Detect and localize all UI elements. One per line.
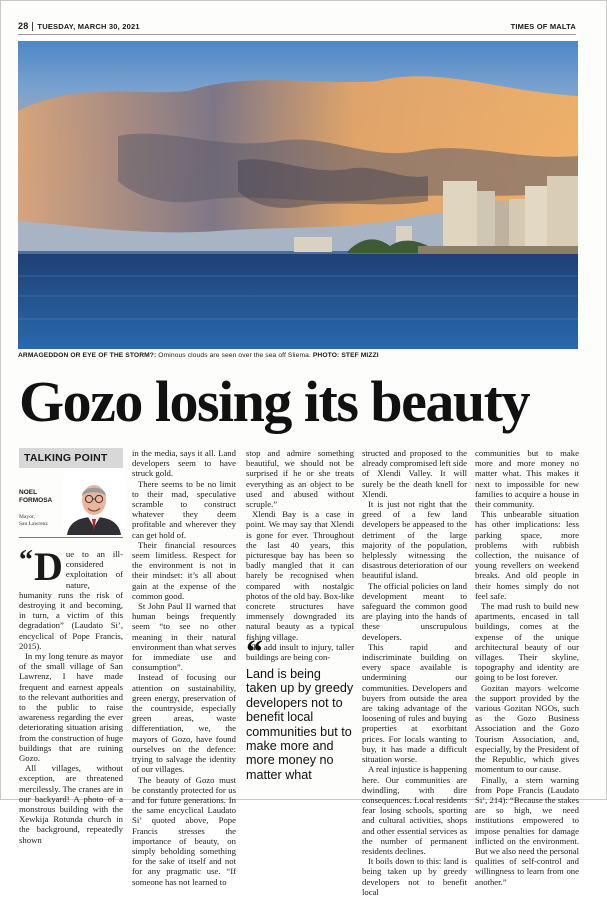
section-label: TALKING POINT bbox=[19, 448, 123, 468]
paragraph: communities but to make more and more money no matter what. This makes it next to impossible for new families to acquire a house in their community. bbox=[475, 448, 579, 510]
opening-quote-mark: “ bbox=[19, 545, 33, 576]
article-column-4 bbox=[362, 448, 467, 897]
article-column-2 bbox=[132, 448, 236, 887]
header-divider bbox=[32, 22, 33, 31]
paragraph: To add insult to injury, taller buildings are being con- bbox=[246, 641, 354, 663]
paragraph: Xlendi Bay is a case in point. We may say that Xlendi is gone for ever. Throughout the last 40 years, this picturesque bay has been so badly mangled that it can barely be recognised when compared with nostalgic photos of the old bay. Box-like concrete structures have immensely downgraded its natural beauty as a typical fishing village. bbox=[246, 509, 354, 642]
paragraph: The mad rush to build new apartments, encased in tall buildings, comes at the expense of the unique architectural beauty of our villages. Their skyline, topography and identity are going to be lost forever. bbox=[475, 601, 579, 683]
author-first-name: NOEL bbox=[19, 489, 38, 496]
article-column-3 bbox=[246, 448, 354, 662]
drop-cap: D bbox=[34, 544, 63, 589]
paragraph: The official policies on land development meant to safeguard the common good are playing into the hands of these unscrupulous developers. bbox=[362, 580, 467, 642]
paragraph: structed and proposed to the already compromised left side of Xlendi Valley. It will surely be the death knell for Xlendi. bbox=[362, 448, 467, 499]
storm-photo bbox=[18, 41, 578, 349]
byline-rule bbox=[19, 537, 123, 538]
article-column-5 bbox=[475, 448, 579, 887]
author-role-line2: San Lawrenz bbox=[19, 521, 48, 527]
paragraph: This unbearable situation has other implications: less parking space, more problems with rubbish collection, the nuisance of young revellers on weekend breaks. And old people in their homes simply do not feel safe. bbox=[475, 509, 579, 601]
page-number: 28 bbox=[18, 21, 29, 31]
author-name bbox=[19, 489, 59, 505]
paragraph: This rapid and indiscriminate building on every space available is undermining our communities. Developers and buyers from outside the area are taking advantage of the loosening of rules and buying properties at exorbitant prices. For locals wanting to buy, it has made a difficult situation worse. bbox=[362, 641, 467, 765]
paragraph: St John Paul II warned that human beings frequently seem “to see no other meaning in their natural environment than what serves for immediate use and consumption”. bbox=[132, 601, 236, 673]
pull-quote-mark: “ bbox=[246, 634, 263, 671]
issue-date: TUESDAY, MARCH 30, 2021 bbox=[37, 21, 140, 31]
author-role bbox=[19, 514, 64, 528]
photo-caption bbox=[18, 352, 578, 359]
caption-text: Ominous clouds are seen over the sea off Sliema. bbox=[156, 352, 313, 359]
paragraph: Gozitan mayors welcome the support provided by the various Gozitan NGOs, such as the Gozo Business Association and the Gozo Tourism Association, and, especially, by the President of the Republic, which gives momentum to our cause. bbox=[475, 682, 579, 775]
paragraph: ue to an ill-considered exploitation of nature, humanity runs the risk of destroying it and becoming, in turn, a victim of this degradation” (Laudato Si’, encyclical of Pope Francis, 2015). bbox=[19, 549, 123, 651]
paragraph: Their financial resources seem limitless. Respect for the environment is not in their mindset: it’s all about gain at the expense of the common good. bbox=[132, 539, 236, 601]
page-header bbox=[18, 20, 576, 32]
paragraph: It boils down to this: land is being taken up by greedy developers not to benefit local bbox=[362, 856, 467, 897]
header-rule bbox=[18, 34, 576, 35]
paragraph: The beauty of Gozo must be constantly protected for us and for future generations. In the same encyclical Laudato Si’ quoted above, Pope Francis stresses the importance of beauty, on simply beholding something for the sake of itself and not for any pragmatic use. “If someone has not learned to bbox=[132, 774, 236, 887]
paragraph: A real injustice is happening here. Our communities are dwindling, with dire consequences. Local residents fear losing schools, sporting and cultural activities, shops and other essential services as the number of permanent residents declines. bbox=[362, 764, 467, 856]
paragraph: It is just not right that the greed of a few land developers be appeased to the detriment of the large majority of the population, helplessly witnessing the disastrous deterioration of our beautiful island. bbox=[362, 499, 467, 581]
paragraph: stop and admire something beautiful, we should not be surprised if he or she treats everything as an object to be used and abused without scruple.” bbox=[246, 448, 354, 510]
author-last-name: FORMOSA bbox=[19, 497, 53, 504]
headline: Gozo losing its beauty bbox=[19, 369, 529, 434]
paragraph: Finally, a stern warning from Pope Francis (Laudato Si’, 214): “Because the stakes are so high, we need institutions empowered to impose penalties for damage inflicted on the environment. But we also need the personal qualities of self-control and willingness to learn from one another.” bbox=[475, 774, 579, 887]
article-column-1 bbox=[19, 544, 123, 845]
publication-name: TIMES OF MALTA bbox=[510, 21, 576, 31]
photo-credit: PHOTO: STEF MIZZI bbox=[312, 352, 379, 359]
pull-quote bbox=[246, 634, 354, 782]
pull-quote-text: Land is being taken up by greedy developers not to benefit local communities but to make more and more money no matter what bbox=[246, 667, 354, 782]
author-role-line1: Mayor, bbox=[19, 514, 35, 520]
caption-lead: ARMAGEDDON OR EYE OF THE STORM?: bbox=[18, 352, 157, 359]
author-portrait bbox=[63, 473, 125, 535]
paragraph: In my long tenure as mayor of the small village of San Lawrenz, I have made frequent and earnest appeals to the relevant authorities and to the public to raise awareness regarding the ever deteriorating situation arising from the construction of huge buildings that are ruining Gozo. bbox=[19, 651, 123, 764]
paragraph: in the media, says it all. Land developers seem to have struck gold. bbox=[132, 448, 236, 479]
paragraph: There seems to be no limit to their mad, speculative scramble to construct whatever they deem profitable and wherever they can get hold of. bbox=[132, 478, 236, 540]
paragraph: All villages, without exception, are threatened mercilessly. The cranes are in our backyard! A photo of a monstrous building with the Xewkija Rotunda church in the background, repeatedly shown bbox=[19, 763, 123, 845]
paragraph: Instead of focusing our attention on sustainability, green energy, preservation of the countryside, especially green areas, waste differentiation, we, the mayors of Gozo, have found ourselves on the defence: trying to salvage the identity of our villages. bbox=[132, 672, 236, 775]
